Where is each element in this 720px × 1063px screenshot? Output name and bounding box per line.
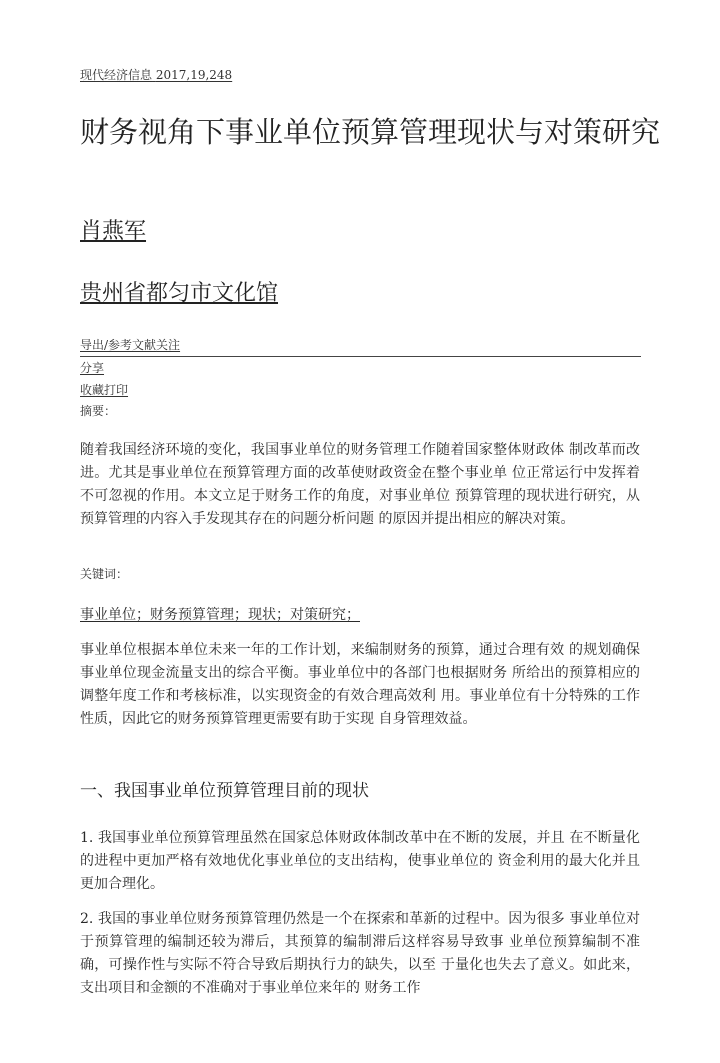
share-link[interactable]: 分享: [80, 361, 105, 375]
section-heading: 一、我国事业单位预算管理目前的现状: [80, 781, 369, 801]
abstract-label: 摘要：: [80, 404, 117, 418]
journal-issue: 2017,19,248: [155, 68, 233, 82]
journal-name[interactable]: 现代经济信息: [80, 68, 153, 82]
paragraph-1: 1. 我国事业单位预算管理虽然在国家总体财政体制改革中在不断的发展，并且 在不断量化的进程中更加严格有效地优化事业单位的支出结构，使事业单位的 资金利用的最大化并且更加合理化。: [80, 830, 640, 892]
intro-paragraph: 事业单位根据本单位未来一年的工作计划，来编制财务的预算，通过合理有效 的规划确保事业单位现金流量支出的综合平衡。事业单位中的各部门也根据财务 所给出的预算相应的调整年度工作和考核标准，以实现资金的有效合理高效利 用。事业单位有十分特殊的工作性质，因此它的财务预算管理更需要有助于实现 自身管理效益。: [80, 642, 640, 727]
paragraph-2: 2. 我国的事业单位财务预算管理仍然是一个在探索和革新的过程中。因为很多 事业单位对于预算管理的编制还较为滞后，其预算的编制滞后这样容易导致事 业单位预算编制不准确，可操作性与实际不符合导致后期执行力的缺失，以至 于量化也失去了意义。如此来，支出项目和金额的不准确对于事业单位来年的 财务工作: [80, 911, 640, 996]
toolbar-row-1: [80, 336, 180, 353]
follow-link[interactable]: 关注: [156, 338, 181, 352]
export-reference-link[interactable]: 导出/参考文献: [80, 338, 157, 352]
print-link[interactable]: 打印: [104, 383, 129, 397]
toolbar-row-3: [80, 381, 128, 398]
keywords-links[interactable]: 事业单位；财务预算管理；现状；对策研究；: [80, 607, 360, 623]
divider: [80, 356, 641, 357]
author-link[interactable]: 肖燕军: [80, 219, 147, 244]
collect-link[interactable]: 收藏: [80, 383, 105, 397]
toolbar-row-2: [80, 359, 104, 376]
journal-source[interactable]: [80, 66, 232, 83]
article-title: 财务视角下事业单位预算管理现状与对策研究: [80, 115, 661, 149]
keywords-label: 关键词：: [80, 567, 129, 581]
abstract-text: 随着我国经济环境的变化，我国事业单位的财务管理工作随着国家整体财政体 制改革而改进。尤其是事业单位在预算管理方面的改革使财政资金在整个事业单 位正常运行中发挥着不可忽视的作用。本文立足于财务工作的角度，对事业单位 预算管理的现状进行研究，从预算管理的内容入手发现其存在的问题分析问题 的原因并提出相应的解决对策。: [80, 442, 640, 527]
institution-link[interactable]: 贵州省都匀市文化馆: [80, 281, 279, 306]
